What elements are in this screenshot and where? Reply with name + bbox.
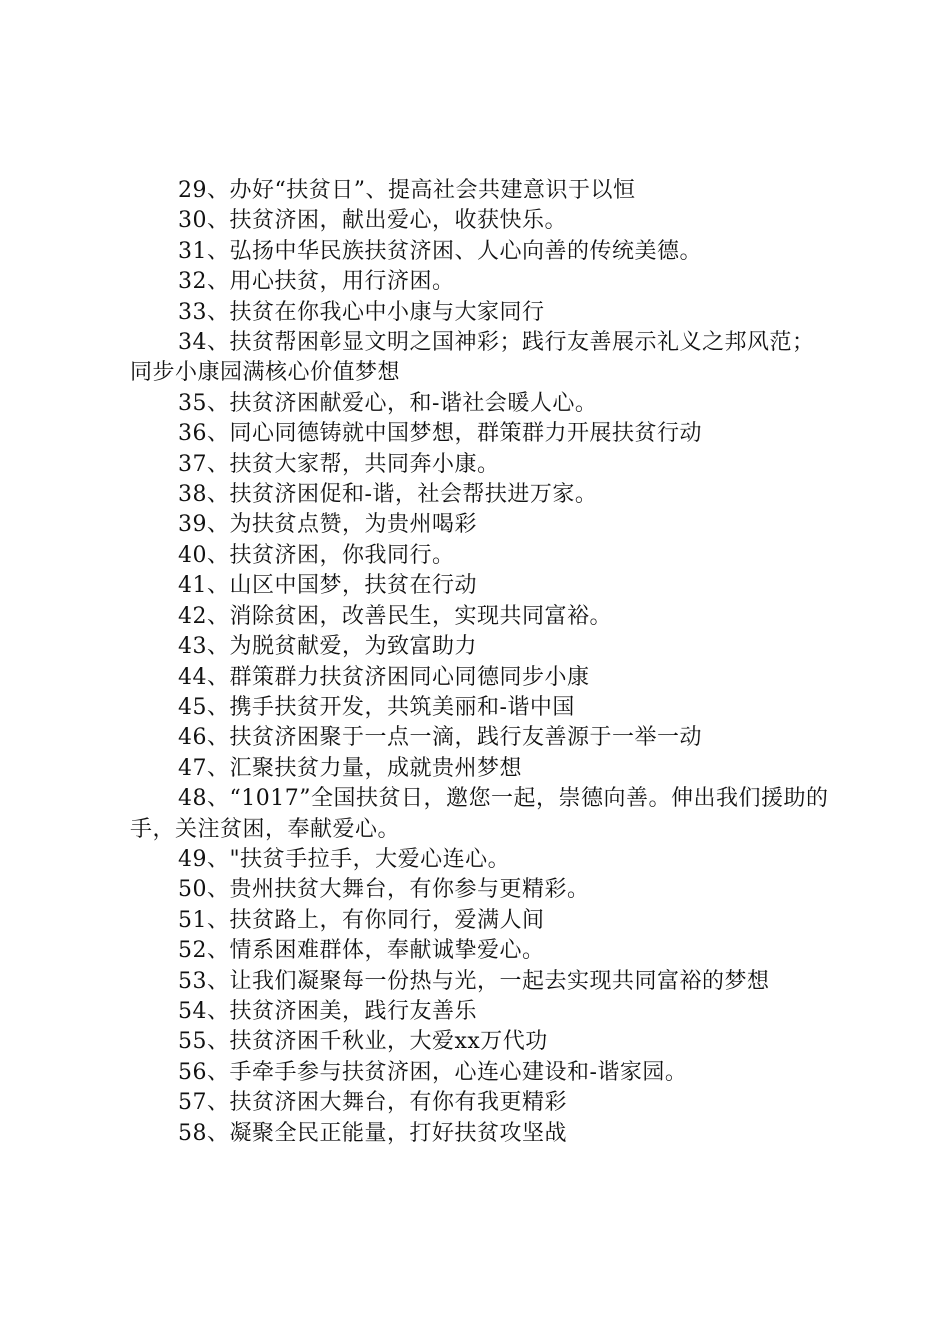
- slogan-item: 53、让我们凝聚每一份热与光，一起去实现共同富裕的梦想: [178, 968, 770, 994]
- slogan-item: 29、办好“扶贫日”、提高社会共建意识于以恒: [178, 178, 636, 203]
- slogan-item: 44、群策群力扶贫济困同心同德同步小康: [178, 664, 590, 690]
- slogan-item: 40、扶贫济困，你我同行。: [178, 542, 455, 568]
- slogan-item: 55、扶贫济困千秋业，大爱xx万代功: [178, 1029, 548, 1055]
- slogan-item: 36、同心同德铸就中国梦想，群策群力开展扶贫行动: [178, 421, 702, 447]
- slogan-item: 54、扶贫济困美，践行友善乐: [178, 998, 477, 1024]
- slogan-item: 49、"扶贫手拉手，大爱心连心。: [178, 846, 511, 872]
- slogan-item: 43、为脱贫献爱，为致富助力: [178, 634, 477, 660]
- slogan-item: 34、扶贫帮困彰显文明之国神彩；践行友善展示礼义之邦风范；同步小康园满核心价值梦想: [130, 330, 815, 386]
- slogan-item: 30、扶贫济困，献出爱心，收获快乐。: [178, 208, 567, 234]
- document-body: [130, 176, 830, 1149]
- slogan-item: 39、为扶贫点赞，为贵州喝彩: [178, 512, 477, 538]
- slogan-item: 41、山区中国梦，扶贫在行动: [178, 573, 477, 599]
- slogan-item: 33、扶贫在你我心中小康与大家同行: [178, 299, 545, 325]
- slogan-item: 52、情系困难群体，奉献诚挚爱心。: [178, 938, 545, 964]
- slogan-item: 32、用心扶贫，用行济困。: [178, 269, 455, 295]
- slogan-item: 56、手牵手参与扶贫济困，心连心建设和-谐家园。: [178, 1059, 688, 1085]
- slogan-item: 38、扶贫济困促和-谐，社会帮扶进万家。: [178, 482, 598, 508]
- slogan-item: 37、扶贫大家帮，共同奔小康。: [178, 451, 500, 477]
- slogan-item: 42、消除贫困，改善民生，实现共同富裕。: [178, 603, 612, 629]
- slogan-item: 58、凝聚全民正能量，打好扶贫攻坚战: [178, 1120, 567, 1146]
- slogan-item: 57、扶贫济困大舞台，有你有我更精彩: [178, 1090, 567, 1116]
- slogan-item: 31、弘扬中华民族扶贫济困、人心向善的传统美德。: [178, 238, 702, 264]
- slogan-item: 46、扶贫济困聚于一点一滴，践行友善源于一举一动: [178, 725, 702, 751]
- slogan-item: 50、贵州扶贫大舞台，有你参与更精彩。: [178, 877, 590, 903]
- slogan-item: 47、汇聚扶贫力量，成就贵州梦想: [178, 755, 522, 781]
- slogan-item: 51、扶贫路上，有你同行，爱满人间: [178, 907, 545, 933]
- slogan-item: 48、“1017”全国扶贫日，邀您一起，崇德向善。伸出我们援助的手，关注贫困，奉献爱心。: [130, 786, 829, 842]
- slogan-item: 35、扶贫济困献爱心，和-谐社会暖人心。: [178, 390, 598, 416]
- slogan-item: 45、携手扶贫开发，共筑美丽和-谐中国: [178, 694, 575, 720]
